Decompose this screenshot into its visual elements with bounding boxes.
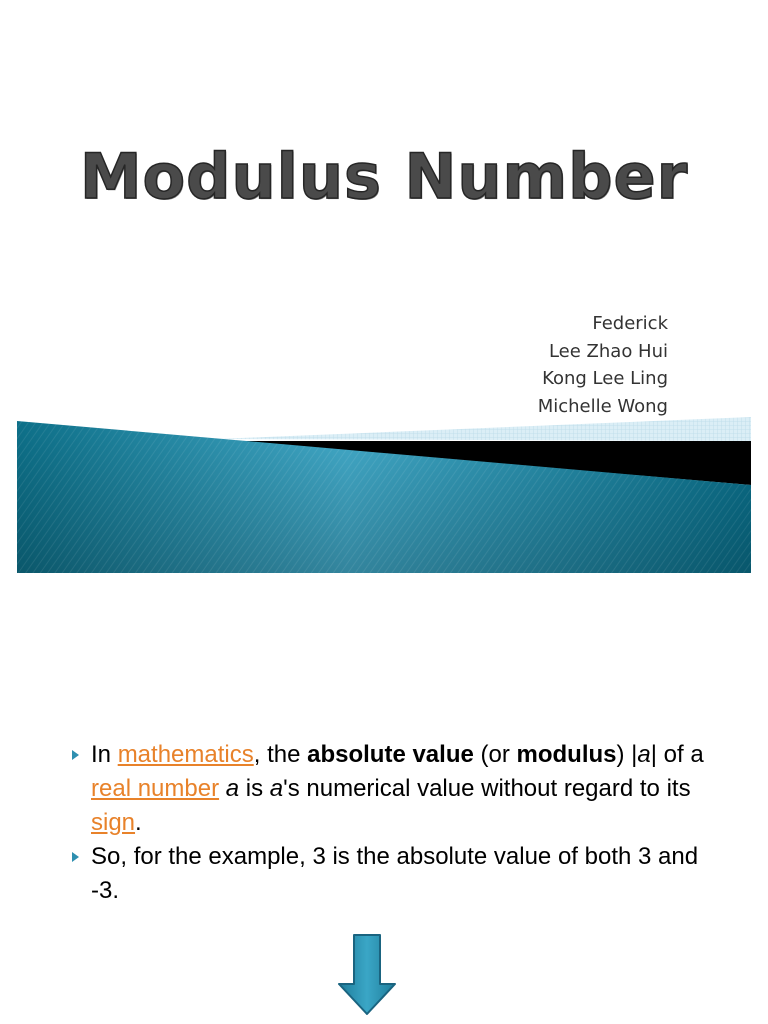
triangle-right-icon <box>72 852 79 862</box>
mathematics-link[interactable]: mathematics <box>117 741 254 768</box>
real-number-link[interactable]: real number <box>91 775 220 802</box>
author-name: Kong Lee Ling <box>542 368 668 389</box>
author-name: Lee Zhao Hui <box>548 340 668 362</box>
author-list <box>538 310 668 420</box>
bold-term: absolute value <box>307 741 474 768</box>
bullet-list <box>72 738 732 908</box>
author-name: Michelle Wong <box>537 395 668 417</box>
slide-title: Modulus Number <box>79 140 689 213</box>
bold-term: modulus <box>516 741 617 768</box>
sign-link[interactable]: sign <box>91 809 136 836</box>
triangle-right-icon <box>72 750 79 760</box>
decorative-banner <box>17 417 751 573</box>
bullet-text: So, for the example, 3 is the absolute value of both 3 and -3. <box>91 843 699 904</box>
arrow-down-icon <box>337 934 397 1016</box>
variable-a: a <box>637 741 651 768</box>
list-item: In mathematics, the absolute value (or modulus) |a| of a real number a is a's numerical value without regard to its sign. <box>72 738 732 840</box>
variable-a: a <box>269 775 284 802</box>
list-item <box>72 840 732 908</box>
variable-a: a <box>225 775 240 802</box>
author-name: Federick <box>592 313 668 334</box>
